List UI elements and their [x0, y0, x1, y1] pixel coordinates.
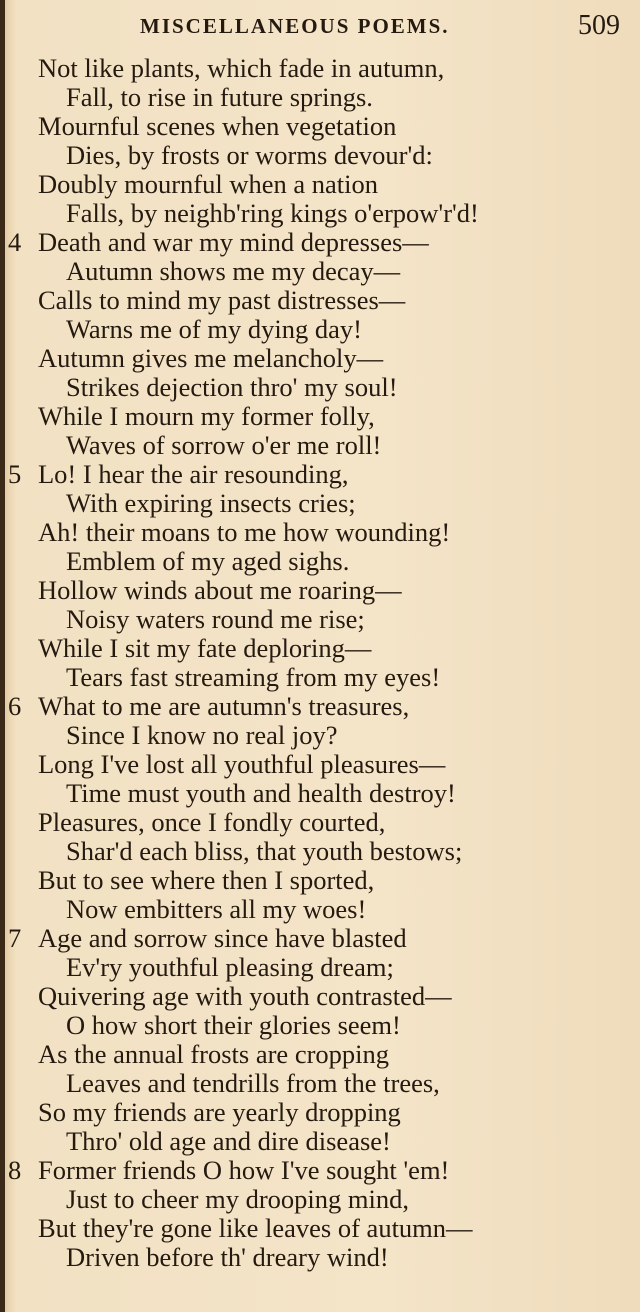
poem-line: Emblem of my aged sighs. — [66, 546, 350, 576]
poem-line: Now embitters all my woes! — [66, 894, 367, 924]
poem-line: What to me are autumn's treasures, — [38, 691, 410, 721]
page-number: 509 — [578, 10, 620, 41]
poem-line: Driven before th' dreary wind! — [66, 1242, 389, 1272]
poem-line: Leaves and tendrills from the trees, — [66, 1068, 440, 1098]
poem-line: Since I know no real joy? — [66, 720, 338, 750]
poem-line: Strikes dejection thro' my soul! — [66, 372, 398, 402]
stanza-number: 7 — [8, 923, 22, 953]
running-title: MISCELLANEOUS POEMS. — [140, 14, 450, 38]
poem-line: Ah! their moans to me how wounding! — [38, 517, 451, 547]
page-header — [0, 10, 640, 44]
poem-line: Autumn shows me my decay— — [66, 256, 401, 286]
stanza — [0, 692, 640, 924]
stanza-number: 8 — [8, 1155, 22, 1185]
stanza — [0, 228, 640, 460]
poem-line: Tears fast streaming from my eyes! — [66, 662, 441, 692]
poem-line: Not like plants, which fade in autumn, — [38, 53, 445, 83]
poem-line: Death and war my mind depresses— — [38, 227, 429, 257]
poem-line: Noisy waters round me rise; — [66, 604, 365, 634]
poem-line: While I sit my fate deploring— — [38, 633, 372, 663]
poem-line: Calls to mind my past distresses— — [38, 285, 406, 315]
poem-line: Pleasures, once I fondly courted, — [38, 807, 386, 837]
stanza — [0, 924, 640, 1156]
poem-line: Mournful scenes when vegetation — [38, 111, 397, 141]
poem-line: So my friends are yearly dropping — [38, 1097, 401, 1127]
poem-line: Lo! I hear the air resounding, — [38, 459, 349, 489]
poem-line: Thro' old age and dire disease! — [66, 1126, 391, 1156]
poem-line: Falls, by neighb'ring kings o'erpow'r'd! — [66, 198, 479, 228]
poem-line: Dies, by frosts or worms devour'd: — [66, 140, 433, 170]
poem-line: Autumn gives me melancholy— — [38, 343, 384, 373]
poem-line: As the annual frosts are cropping — [38, 1039, 390, 1069]
poem-line: Doubly mournful when a nation — [38, 169, 379, 199]
stanza — [0, 460, 640, 692]
poem-body — [0, 54, 640, 1272]
poem-line: Former friends O how I've sought 'em! — [38, 1155, 450, 1185]
poem-line: Time must youth and health destroy! — [66, 778, 456, 808]
poem-line: While I mourn my former folly, — [38, 401, 375, 431]
poem-line: Warns me of my dying day! — [66, 314, 362, 344]
poem-line: Age and sorrow since have blasted — [38, 923, 407, 953]
poem-line: But they're gone like leaves of autumn— — [38, 1213, 473, 1243]
poem-line: Ev'ry youthful pleasing dream; — [66, 952, 394, 982]
poem-line: But to see where then I sported, — [38, 865, 375, 895]
stanza-number: 5 — [8, 459, 22, 489]
poem-line: Fall, to rise in future springs. — [66, 82, 373, 112]
poem-line: Shar'd each bliss, that youth bestows; — [66, 836, 463, 866]
poem-line: Quivering age with youth contrasted— — [38, 981, 452, 1011]
poem-line: With expiring insects cries; — [66, 488, 356, 518]
poem-line: Long I've lost all youthful pleasures— — [38, 749, 446, 779]
poem-line: O how short their glories seem! — [66, 1010, 401, 1040]
stanza-number: 6 — [8, 691, 22, 721]
poem-line: Hollow winds about me roaring— — [38, 575, 402, 605]
stanza — [0, 1156, 640, 1272]
stanza-number: 4 — [8, 227, 22, 257]
stanza — [0, 54, 640, 228]
poem-line: Just to cheer my drooping mind, — [66, 1184, 409, 1214]
poem-line: Waves of sorrow o'er me roll! — [66, 430, 382, 460]
